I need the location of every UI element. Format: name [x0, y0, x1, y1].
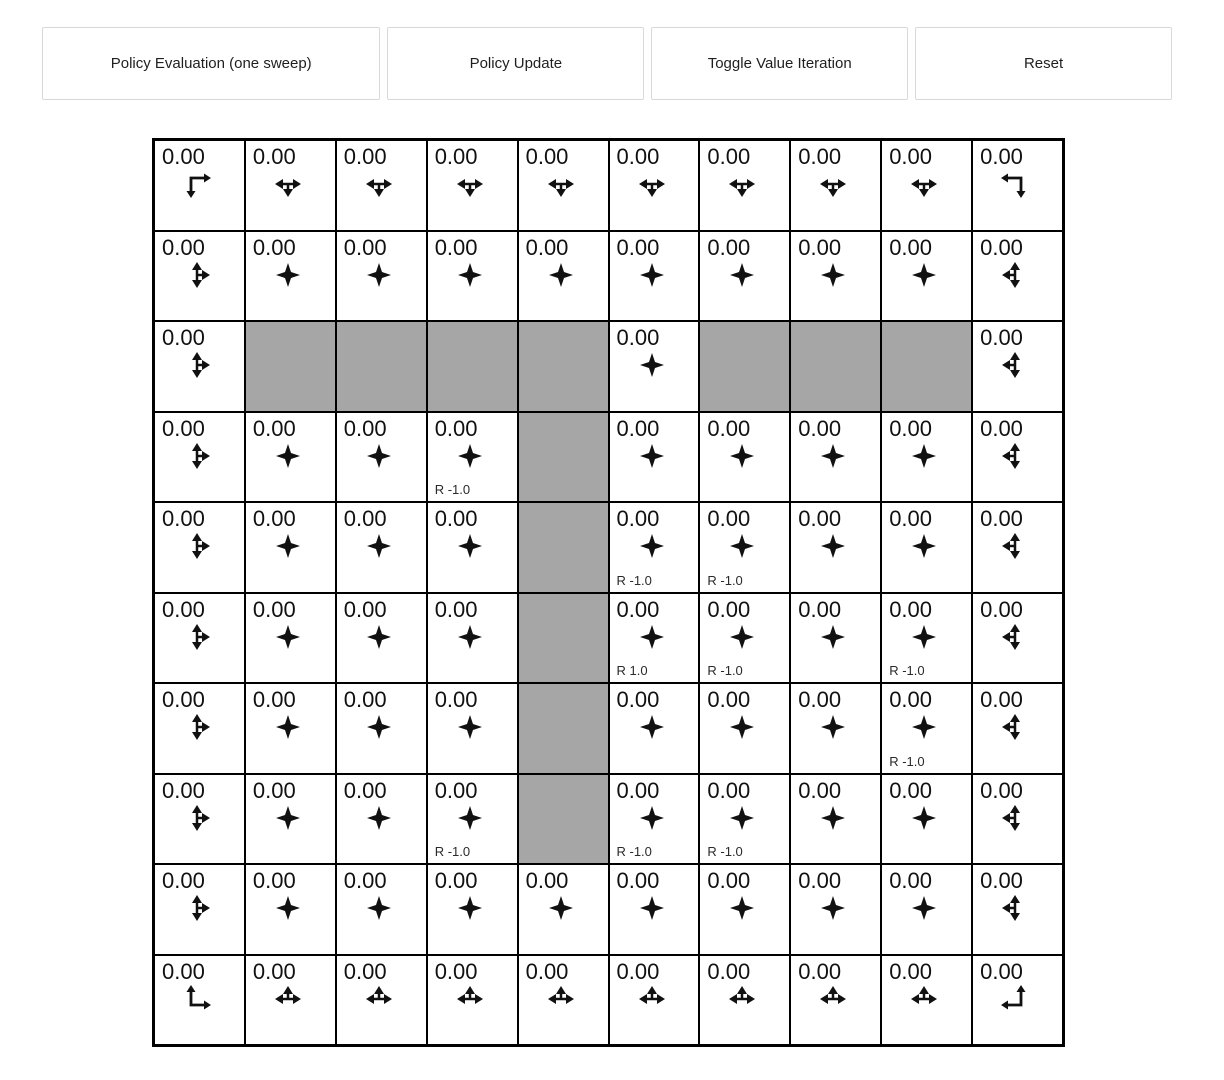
- state-value: 0.00: [707, 506, 751, 531]
- state-value: 0.00: [525, 958, 569, 984]
- grid-cell: [972, 321, 1063, 412]
- arrows-lru-icon: [274, 985, 302, 1013]
- reward-label: R 1.0: [616, 663, 648, 678]
- grid-cell: [972, 774, 1063, 865]
- star-icon: [456, 713, 484, 741]
- reward-label: R -1.0: [616, 572, 652, 588]
- state-value: 0.00: [162, 596, 205, 622]
- grid-cell: [699, 955, 790, 1046]
- state-value: 0.00: [252, 506, 296, 531]
- state-value: 0.00: [707, 415, 751, 441]
- star-icon: [365, 804, 393, 832]
- star-icon: [547, 894, 575, 922]
- state-value: 0.00: [707, 234, 751, 260]
- state-value: 0.00: [343, 687, 387, 712]
- state-value: 0.00: [434, 415, 478, 441]
- elbow-br-icon: [1001, 985, 1029, 1013]
- arrows-lru-icon: [819, 985, 847, 1013]
- grid-cell: [609, 955, 700, 1046]
- state-value: 0.00: [798, 506, 842, 531]
- state-value: 0.00: [343, 506, 387, 531]
- grid-cell: [154, 683, 245, 774]
- star-icon: [910, 442, 938, 470]
- wall-cell: [245, 321, 336, 412]
- arrows-lru-icon: [638, 985, 666, 1013]
- star-icon: [274, 442, 302, 470]
- grid-cell: [518, 864, 609, 955]
- gridworld: [152, 138, 1065, 1047]
- arrows-uld-icon: [1001, 623, 1029, 651]
- grid-cell: [972, 502, 1063, 593]
- grid-cell: [518, 955, 609, 1046]
- arrows-lru-icon: [910, 985, 938, 1013]
- star-icon: [910, 623, 938, 651]
- grid-cell: [881, 412, 972, 503]
- star-icon: [638, 351, 666, 379]
- arrows-lru-icon: [728, 985, 756, 1013]
- grid-cell: [245, 683, 336, 774]
- state-value: 0.00: [889, 958, 933, 984]
- reset-button[interactable]: Reset: [915, 27, 1172, 100]
- arrows-urd-icon: [183, 894, 211, 922]
- grid-cell: [881, 140, 972, 231]
- grid-cell: [427, 412, 518, 503]
- reward-label: R -1.0: [616, 844, 652, 859]
- star-icon: [819, 442, 847, 470]
- state-value: 0.00: [798, 687, 842, 712]
- reward-label: R -1.0: [889, 753, 925, 769]
- state-value: 0.00: [707, 958, 751, 984]
- arrows-urd-icon: [183, 351, 211, 379]
- state-value: 0.00: [798, 868, 842, 893]
- state-value: 0.00: [252, 415, 296, 441]
- star-icon: [728, 804, 756, 832]
- grid-cell: [881, 502, 972, 593]
- grid-cell: [609, 231, 700, 322]
- arrows-lrd-icon: [365, 170, 393, 198]
- state-value: 0.00: [980, 325, 1023, 350]
- state-value: 0.00: [525, 868, 569, 893]
- state-value: 0.00: [343, 777, 387, 803]
- star-icon: [274, 261, 302, 289]
- wall-cell: [699, 321, 790, 412]
- policy-evaluation-button[interactable]: Policy Evaluation (one sweep): [42, 27, 380, 100]
- state-value: 0.00: [798, 415, 842, 441]
- star-icon: [638, 442, 666, 470]
- state-value: 0.00: [162, 325, 205, 350]
- grid-cell: [790, 864, 881, 955]
- wall-cell: [518, 774, 609, 865]
- star-icon: [274, 894, 302, 922]
- grid-cell: [609, 140, 700, 231]
- star-icon: [819, 713, 847, 741]
- grid-cell: [154, 593, 245, 684]
- grid-cell: [790, 231, 881, 322]
- grid-cell: [972, 140, 1063, 231]
- state-value: 0.00: [434, 687, 478, 712]
- star-icon: [910, 713, 938, 741]
- state-value: 0.00: [707, 144, 751, 169]
- state-value: 0.00: [434, 234, 478, 260]
- grid-cell: [790, 412, 881, 503]
- grid-cell: [972, 864, 1063, 955]
- wall-cell: [790, 321, 881, 412]
- state-value: 0.00: [162, 415, 205, 441]
- grid-cell: [609, 321, 700, 412]
- grid-cell: [336, 864, 427, 955]
- grid-cell: [245, 774, 336, 865]
- state-value: 0.00: [343, 144, 387, 169]
- grid-cell: [427, 774, 518, 865]
- grid-cell: [790, 502, 881, 593]
- state-value: 0.00: [980, 687, 1023, 712]
- grid-cell: [427, 864, 518, 955]
- state-value: 0.00: [343, 415, 387, 441]
- reward-label: R -1.0: [707, 572, 743, 588]
- star-icon: [638, 804, 666, 832]
- state-value: 0.00: [616, 687, 660, 712]
- grid-cell: [881, 231, 972, 322]
- grid-cell: [336, 593, 427, 684]
- star-icon: [274, 623, 302, 651]
- state-value: 0.00: [434, 596, 478, 622]
- arrows-uld-icon: [1001, 351, 1029, 379]
- arrows-urd-icon: [183, 713, 211, 741]
- star-icon: [456, 894, 484, 922]
- arrows-lrd-icon: [638, 170, 666, 198]
- state-value: 0.00: [343, 596, 387, 622]
- star-icon: [728, 261, 756, 289]
- star-icon: [274, 532, 302, 560]
- star-icon: [638, 894, 666, 922]
- toolbar: [42, 27, 1172, 100]
- state-value: 0.00: [889, 868, 933, 893]
- state-value: 0.00: [252, 234, 296, 260]
- state-value: 0.00: [434, 958, 478, 984]
- state-value: 0.00: [889, 415, 933, 441]
- star-icon: [638, 623, 666, 651]
- state-value: 0.00: [343, 868, 387, 893]
- grid-cell: [518, 231, 609, 322]
- grid-cell: [154, 140, 245, 231]
- state-value: 0.00: [707, 687, 751, 712]
- state-value: 0.00: [798, 234, 842, 260]
- grid-cell: [427, 502, 518, 593]
- grid-cell: [154, 774, 245, 865]
- arrows-lrd-icon: [910, 170, 938, 198]
- star-icon: [365, 442, 393, 470]
- state-value: 0.00: [980, 234, 1023, 260]
- grid-cell: [699, 683, 790, 774]
- grid-cell: [154, 864, 245, 955]
- wall-cell: [881, 321, 972, 412]
- arrows-lru-icon: [365, 985, 393, 1013]
- star-icon: [638, 261, 666, 289]
- state-value: 0.00: [162, 958, 205, 984]
- grid-cell: [790, 774, 881, 865]
- grid-cell: [790, 593, 881, 684]
- arrows-uld-icon: [1001, 532, 1029, 560]
- state-value: 0.00: [798, 596, 842, 622]
- state-value: 0.00: [980, 868, 1023, 893]
- grid-cell: [245, 231, 336, 322]
- star-icon: [456, 532, 484, 560]
- arrows-urd-icon: [183, 532, 211, 560]
- state-value: 0.00: [889, 144, 933, 169]
- grid-cell: [336, 955, 427, 1046]
- state-value: 0.00: [252, 868, 296, 893]
- star-icon: [728, 532, 756, 560]
- state-value: 0.00: [616, 234, 660, 260]
- grid-cell: [881, 864, 972, 955]
- reward-label: R -1.0: [889, 663, 925, 678]
- elbow-tr-icon: [1001, 170, 1029, 198]
- grid-cell: [336, 502, 427, 593]
- star-icon: [365, 532, 393, 560]
- state-value: 0.00: [980, 958, 1023, 984]
- policy-update-button[interactable]: Policy Update: [387, 27, 644, 100]
- grid-cell: [972, 412, 1063, 503]
- grid-cell: [427, 231, 518, 322]
- grid-cell: [245, 593, 336, 684]
- state-value: 0.00: [162, 234, 205, 260]
- state-value: 0.00: [889, 506, 933, 531]
- reward-label: R -1.0: [434, 482, 471, 497]
- arrows-uld-icon: [1001, 261, 1029, 289]
- star-icon: [456, 442, 484, 470]
- state-value: 0.00: [980, 777, 1023, 803]
- arrows-uld-icon: [1001, 442, 1029, 470]
- grid-cell: [336, 140, 427, 231]
- arrows-urd-icon: [183, 442, 211, 470]
- grid-cell: [336, 412, 427, 503]
- state-value: 0.00: [343, 958, 387, 984]
- state-value: 0.00: [434, 506, 478, 531]
- grid-cell: [609, 774, 700, 865]
- star-icon: [638, 713, 666, 741]
- grid-cell: [154, 502, 245, 593]
- state-value: 0.00: [798, 144, 842, 169]
- grid-cell: [609, 593, 700, 684]
- arrows-lru-icon: [547, 985, 575, 1013]
- star-icon: [456, 261, 484, 289]
- star-icon: [365, 261, 393, 289]
- state-value: 0.00: [162, 506, 205, 531]
- grid-cell: [881, 774, 972, 865]
- wall-cell: [518, 593, 609, 684]
- grid-cell: [427, 683, 518, 774]
- state-value: 0.00: [434, 868, 478, 893]
- state-value: 0.00: [162, 777, 205, 803]
- state-value: 0.00: [798, 777, 842, 803]
- star-icon: [365, 894, 393, 922]
- grid-cell: [881, 955, 972, 1046]
- state-value: 0.00: [252, 777, 296, 803]
- state-value: 0.00: [616, 958, 660, 984]
- elbow-bl-icon: [183, 985, 211, 1013]
- star-icon: [910, 261, 938, 289]
- arrows-lrd-icon: [274, 170, 302, 198]
- grid-cell: [699, 774, 790, 865]
- grid-cell: [609, 683, 700, 774]
- star-icon: [638, 532, 666, 560]
- wall-cell: [336, 321, 427, 412]
- grid-cell: [972, 683, 1063, 774]
- state-value: 0.00: [525, 234, 569, 260]
- grid-cell: [699, 864, 790, 955]
- grid-cell: [154, 955, 245, 1046]
- grid-cell: [245, 140, 336, 231]
- star-icon: [274, 713, 302, 741]
- arrows-lrd-icon: [547, 170, 575, 198]
- state-value: 0.00: [980, 506, 1023, 531]
- star-icon: [819, 804, 847, 832]
- state-value: 0.00: [707, 777, 751, 803]
- grid-cell: [245, 955, 336, 1046]
- grid-cell: [609, 864, 700, 955]
- grid-cell: [972, 231, 1063, 322]
- grid-cell: [699, 231, 790, 322]
- state-value: 0.00: [162, 144, 205, 169]
- grid-cell: [245, 864, 336, 955]
- grid-cell: [881, 593, 972, 684]
- state-value: 0.00: [616, 506, 660, 531]
- grid-cell: [154, 231, 245, 322]
- state-value: 0.00: [707, 596, 751, 622]
- arrows-uld-icon: [1001, 894, 1029, 922]
- state-value: 0.00: [434, 777, 478, 803]
- state-value: 0.00: [707, 868, 751, 893]
- grid-cell: [245, 412, 336, 503]
- arrows-lrd-icon: [456, 170, 484, 198]
- elbow-tl-icon: [183, 170, 211, 198]
- state-value: 0.00: [889, 234, 933, 260]
- star-icon: [728, 442, 756, 470]
- star-icon: [456, 804, 484, 832]
- arrows-urd-icon: [183, 261, 211, 289]
- grid-cell: [790, 683, 881, 774]
- grid-cell: [336, 231, 427, 322]
- grid-cell: [245, 502, 336, 593]
- state-value: 0.00: [252, 596, 296, 622]
- grid-cell: [972, 593, 1063, 684]
- wall-cell: [427, 321, 518, 412]
- star-icon: [819, 261, 847, 289]
- state-value: 0.00: [434, 144, 478, 169]
- grid-cell: [154, 321, 245, 412]
- grid-cell: [427, 593, 518, 684]
- arrows-lrd-icon: [819, 170, 847, 198]
- toggle-value-iteration-button[interactable]: Toggle Value Iteration: [651, 27, 908, 100]
- star-icon: [910, 532, 938, 560]
- grid-cell: [427, 140, 518, 231]
- star-icon: [728, 894, 756, 922]
- arrows-uld-icon: [1001, 713, 1029, 741]
- state-value: 0.00: [616, 415, 660, 441]
- state-value: 0.00: [980, 596, 1023, 622]
- grid-cell: [699, 140, 790, 231]
- star-icon: [365, 713, 393, 741]
- state-value: 0.00: [980, 415, 1023, 441]
- grid-cell: [336, 683, 427, 774]
- star-icon: [819, 623, 847, 651]
- star-icon: [910, 804, 938, 832]
- arrows-uld-icon: [1001, 804, 1029, 832]
- arrows-urd-icon: [183, 804, 211, 832]
- reward-label: R -1.0: [707, 844, 743, 859]
- grid-cell: [972, 955, 1063, 1046]
- state-value: 0.00: [798, 958, 842, 984]
- state-value: 0.00: [343, 234, 387, 260]
- grid-cell: [518, 140, 609, 231]
- state-value: 0.00: [616, 596, 660, 622]
- reward-label: R -1.0: [707, 663, 743, 678]
- state-value: 0.00: [980, 144, 1023, 169]
- state-value: 0.00: [889, 687, 933, 712]
- star-icon: [728, 713, 756, 741]
- star-icon: [547, 261, 575, 289]
- state-value: 0.00: [525, 144, 569, 169]
- wall-cell: [518, 412, 609, 503]
- arrows-lru-icon: [456, 985, 484, 1013]
- grid-cell: [790, 140, 881, 231]
- grid-cell: [699, 502, 790, 593]
- state-value: 0.00: [252, 958, 296, 984]
- state-value: 0.00: [889, 777, 933, 803]
- grid-cell: [427, 955, 518, 1046]
- state-value: 0.00: [162, 687, 205, 712]
- state-value: 0.00: [616, 325, 660, 350]
- star-icon: [274, 804, 302, 832]
- grid-cell: [609, 412, 700, 503]
- arrows-urd-icon: [183, 623, 211, 651]
- reward-label: R -1.0: [434, 844, 471, 859]
- state-value: 0.00: [162, 868, 205, 893]
- state-value: 0.00: [252, 687, 296, 712]
- state-value: 0.00: [616, 144, 660, 169]
- state-value: 0.00: [616, 777, 660, 803]
- star-icon: [819, 894, 847, 922]
- grid-cell: [790, 955, 881, 1046]
- arrows-lrd-icon: [728, 170, 756, 198]
- grid-cell: [154, 412, 245, 503]
- state-value: 0.00: [889, 596, 933, 622]
- grid-cell: [699, 593, 790, 684]
- grid-cell: [609, 502, 700, 593]
- grid-cell: [881, 683, 972, 774]
- grid-cell: [336, 774, 427, 865]
- state-value: 0.00: [616, 868, 660, 893]
- star-icon: [456, 623, 484, 651]
- star-icon: [365, 623, 393, 651]
- wall-cell: [518, 321, 609, 412]
- star-icon: [819, 532, 847, 560]
- wall-cell: [518, 683, 609, 774]
- state-value: 0.00: [252, 144, 296, 169]
- star-icon: [728, 623, 756, 651]
- star-icon: [910, 894, 938, 922]
- grid-cell: [699, 412, 790, 503]
- wall-cell: [518, 502, 609, 593]
